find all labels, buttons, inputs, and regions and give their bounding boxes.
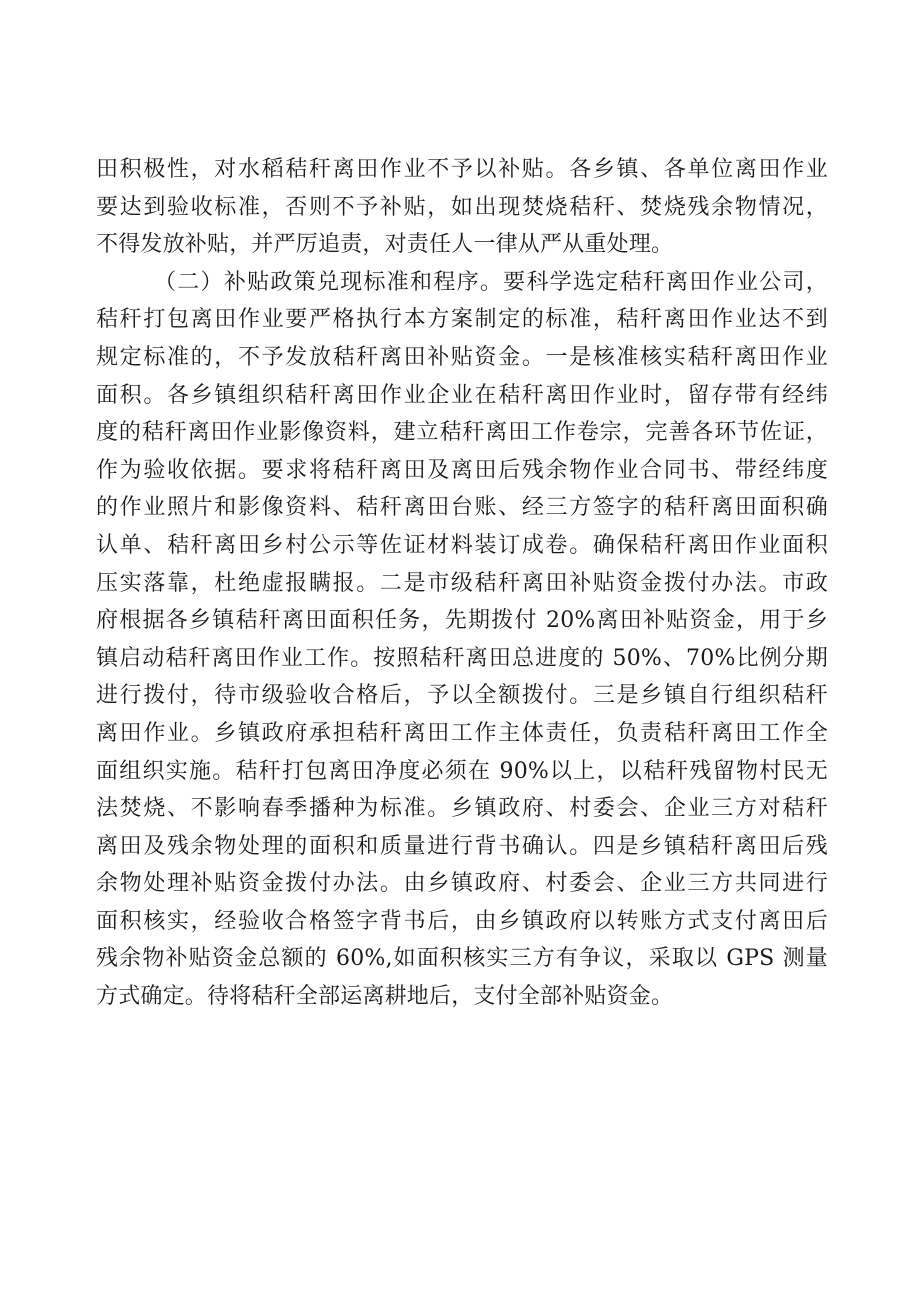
- text-line: 压实落靠，杜绝虚报瞒报。二是市级秸秆离田补贴资金拨付办法。市政: [96, 570, 828, 596]
- text-line: 规定标准的，不予发放秸秆离田补贴资金。一是核准核实秸秆离田作业: [96, 344, 828, 370]
- paragraph-2: [96, 264, 828, 1016]
- document-body: [96, 151, 828, 1016]
- text-line: 面积。各乡镇组织秸秆离田作业企业在秸秆离田作业时，留存带有经纬: [96, 382, 828, 408]
- text-line: 的作业照片和影像资料、秸秆离田台账、经三方签字的秸秆离田面积确: [96, 495, 828, 521]
- text-line: 田积极性，对水稻秸秆离田作业不予以补贴。各乡镇、各单位离田作业: [96, 157, 828, 182]
- text-line: 作为验收依据。要求将秸秆离田及离田后残余物作业合同书、带经纬度: [96, 457, 828, 483]
- text-line: 镇启动秸秆离田作业工作。按照秸秆离田总进度的 50%、70%比例分期: [96, 645, 828, 671]
- text-line: 方式确定。待将秸秆全部运离耕地后，支付全部补贴资金。: [96, 984, 674, 1010]
- text-line: 府根据各乡镇秸秆离田面积任务，先期拨付 20%离田补贴资金，用于乡: [96, 608, 828, 634]
- text-line: 认单、秸秆离田乡村公示等佐证材料装订成卷。确保秸秆离田作业面积: [96, 532, 828, 558]
- text-line: 进行拨付，待市级验收合格后，予以全额拨付。三是乡镇自行组织秸秆: [96, 683, 828, 709]
- text-line: 不得发放补贴，并严厉追责，对责任人一律从严从重处理。: [96, 232, 674, 258]
- text-line: 度的秸秆离田作业影像资料，建立秸秆离田工作卷宗，完善各环节佐证，: [96, 420, 828, 446]
- text-line: 法焚烧、不影响春季播种为标准。乡镇政府、村委会、企业三方对秸秆: [96, 796, 828, 822]
- text-line: （二）补贴政策兑现标准和程序。要科学选定秸秆离田作业公司，: [154, 269, 828, 295]
- text-line: 要达到验收标准，否则不予补贴，如出现焚烧秸秆、焚烧残余物情况，: [96, 194, 828, 220]
- text-line: 面组织实施。秸秆打包离田净度必须在 90%以上，以秸秆残留物村民无: [96, 758, 828, 784]
- text-line: 面积核实，经验收合格签字背书后，由乡镇政府以转账方式支付离田后: [96, 908, 828, 934]
- text-line: 秸秆打包离田作业要严格执行本方案制定的标准，秸秆离田作业达不到: [96, 307, 828, 333]
- text-line: 余物处理补贴资金拨付办法。由乡镇政府、村委会、企业三方共同进行: [96, 871, 828, 897]
- paragraph-1: [96, 151, 828, 264]
- text-line: 离田及残余物处理的面积和质量进行背书确认。四是乡镇秸秆离田后残: [96, 833, 828, 859]
- text-line: 离田作业。乡镇政府承担秸秆离田工作主体责任，负责秸秆离田工作全: [96, 720, 828, 746]
- text-line: 残余物补贴资金总额的 60%,如面积核实三方有争议，采取以 GPS 测量: [96, 946, 828, 972]
